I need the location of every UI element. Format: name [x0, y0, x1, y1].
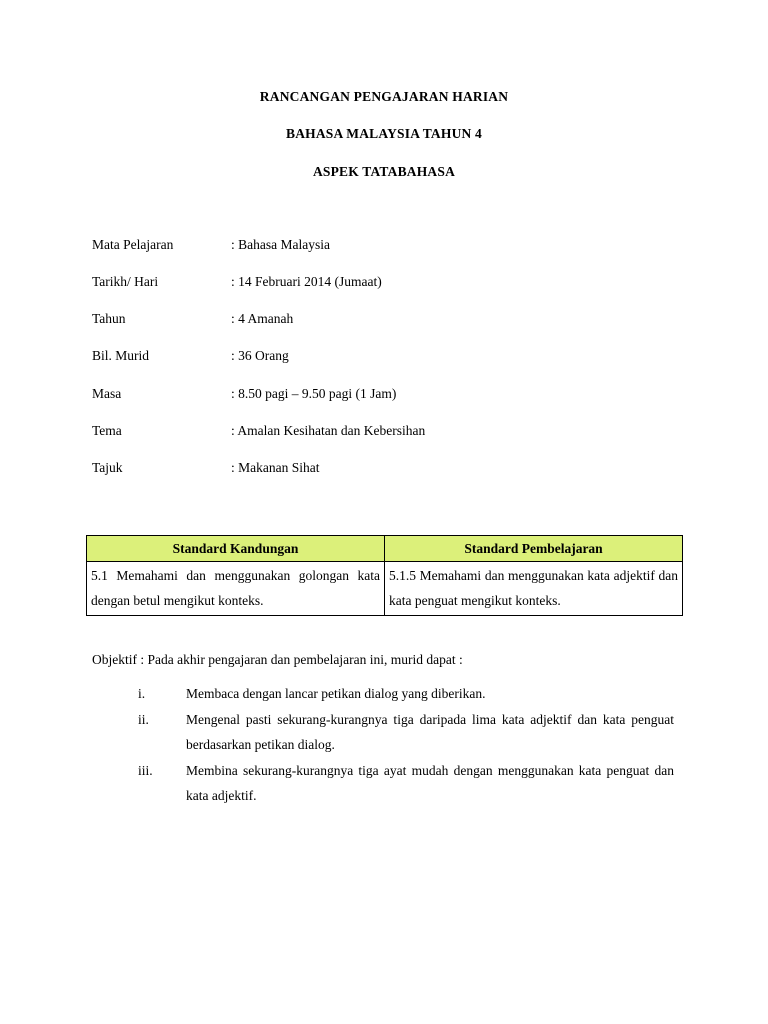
objektif-text-2: Mengenal pasti sekurang-kurangnya tiga daripada lima kata adjektif dan kata penguat berdasarkan petikan dialog. [186, 712, 674, 752]
info-label-mata-pelajaran: Mata Pelajaran [92, 237, 174, 252]
info-label-bil-murid: Bil. Murid [92, 348, 150, 363]
info-value-tarikh: : 14 Februari 2014 (Jumaat) [231, 274, 382, 289]
title-subject: BAHASA MALAYSIA TAHUN 4 [285, 126, 483, 141]
cell-standard-pembelajaran: 5.1.5 Memahami dan menggunakan kata adjektif dan kata penguat mengikut konteks. [385, 562, 683, 616]
info-label-tajuk: Tajuk [92, 460, 123, 475]
info-value-masa: : 8.50 pagi – 9.50 pagi (1 Jam) [231, 386, 397, 401]
table-header-row [87, 536, 683, 562]
info-value-tajuk: : Makanan Sihat [231, 460, 320, 475]
objektif-num-1: i. [138, 686, 146, 701]
header-standard-pembelajaran: Standard Pembelajaran [385, 536, 683, 562]
info-label-masa: Masa [92, 386, 122, 401]
info-label-tema: Tema [92, 423, 122, 438]
objektif-num-3: iii. [138, 763, 153, 778]
info-label-tahun: Tahun [92, 311, 126, 326]
objektif-intro: Objektif : Pada akhir pengajaran dan pembelajaran ini, murid dapat : [92, 652, 463, 667]
standards-table [86, 535, 683, 616]
info-value-bil-murid: : 36 Orang [231, 348, 289, 363]
objektif-text-1: Membaca dengan lancar petikan dialog yang diberikan. [186, 686, 486, 701]
info-value-tahun: : 4 Amanah [231, 311, 294, 326]
objektif-text-3: Membina sekurang-kurangnya tiga ayat mudah dengan menggunakan kata penguat dan kata adjektif. [186, 763, 674, 803]
cell-standard-kandungan: 5.1 Memahami dan menggunakan golongan kata dengan betul mengikut konteks. [87, 562, 385, 616]
header-standard-kandungan: Standard Kandungan [87, 536, 385, 562]
table-row [87, 562, 683, 616]
info-value-mata-pelajaran: : Bahasa Malaysia [231, 237, 330, 252]
objektif-num-2: ii. [138, 712, 149, 727]
title-aspect: ASPEK TATABAHASA [312, 164, 456, 179]
info-label-tarikh: Tarikh/ Hari [92, 274, 159, 289]
info-value-tema: : Amalan Kesihatan dan Kebersihan [231, 423, 426, 438]
title-rph: RANCANGAN PENGAJARAN HARIAN [259, 89, 509, 104]
